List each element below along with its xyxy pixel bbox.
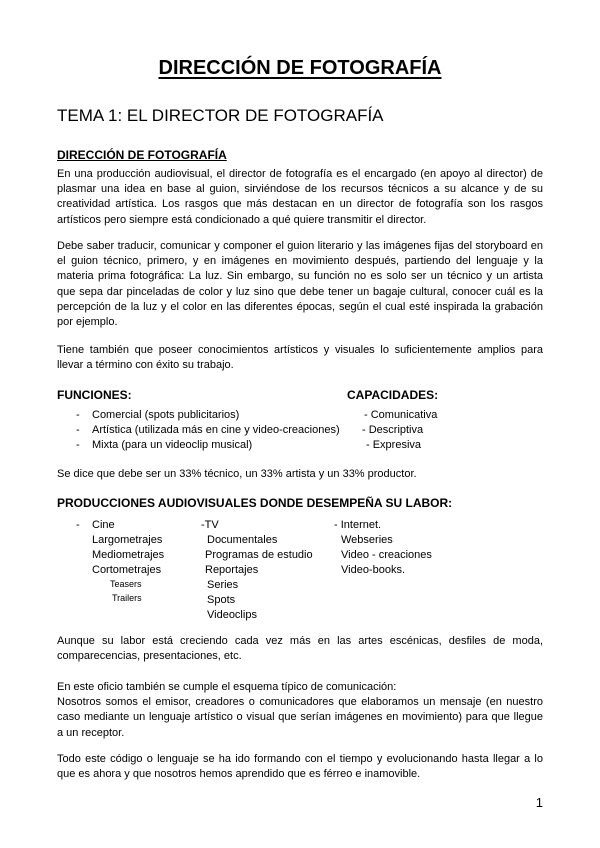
cine-item: Mediometrajes bbox=[92, 549, 165, 561]
internet-item: Video - creaciones bbox=[341, 549, 432, 561]
paragraph-knowledge bbox=[57, 343, 543, 373]
paragraph-line: plasmar una idea en base al guion, sirviéndose de los recursos técnicos a su alcance y de su bbox=[57, 183, 543, 196]
cine-item: Largometrajes bbox=[92, 534, 163, 546]
list-bullet: - bbox=[76, 424, 80, 436]
funciones-header: FUNCIONES: bbox=[57, 388, 132, 402]
paragraph-code bbox=[57, 752, 543, 782]
paragraph-line: que sepa dar pinceladas de color y luz sino que debe tener un bagaje cultural, conocer cuál es la bbox=[57, 285, 543, 298]
paragraph-line: En una producción audiovisual, el director de fotografía es el encargado (en apoyo al director) de bbox=[57, 168, 543, 180]
paragraph-line: Debe saber traducir, comunicar y componer el guion literario y las imágenes fijas del storyboard en bbox=[57, 240, 543, 252]
cine-label: Cine bbox=[92, 519, 115, 531]
cine-sub-item: Teasers bbox=[110, 579, 142, 589]
cine-item: Cortometrajes bbox=[92, 564, 162, 576]
capacidades-header: CAPACIDADES: bbox=[347, 388, 439, 402]
section-title: DIRECCIÓN DE FOTOGRAFÍA bbox=[57, 148, 227, 162]
funciones-item: Comercial (spots publicitarios) bbox=[92, 409, 240, 421]
paragraph-line: a un receptor. bbox=[57, 726, 125, 739]
paragraph-line: por ejemplo. bbox=[57, 316, 118, 329]
internet-item: Video-books. bbox=[341, 564, 406, 576]
internet-label: - Internet. bbox=[334, 519, 382, 531]
tv-item: Spots bbox=[207, 594, 236, 606]
tv-item: Series bbox=[207, 579, 239, 591]
list-bullet: - bbox=[76, 519, 80, 531]
paragraph-labor bbox=[57, 634, 543, 664]
paragraph-intro bbox=[57, 167, 543, 228]
paragraph-line: comparecencias, presentaciones, etc. bbox=[57, 650, 242, 663]
paragraph-line: artísticos pero siempre está condicionado a qué quiere transmitir el director. bbox=[57, 213, 427, 226]
capacidades-item: - Comunicativa bbox=[364, 409, 438, 421]
tecnico-line: Se dice que debe ser un 33% técnico, un 33% artista y un 33% productor. bbox=[57, 468, 417, 480]
paragraph-line: Nosotros somos el emisor, creadores o comunicadores que elaboramos un mensaje (en nuestro bbox=[57, 696, 543, 709]
paragraph-line: el guion técnico, primero, y en imágenes en movimiento después, partiendo del lenguaje y la bbox=[57, 255, 543, 268]
paragraph-line: Tiene también que poseer conocimientos artísticos y visuales lo suficientemente amplios para bbox=[57, 344, 543, 356]
internet-item: Webseries bbox=[341, 534, 393, 546]
tv-label: -TV bbox=[201, 519, 219, 531]
tv-item: Videoclips bbox=[207, 609, 257, 621]
paragraph-line: caso mediante un lenguaje artístico o visual que serían imágenes en movimiento) para que llegue bbox=[57, 711, 543, 724]
page-number: 1 bbox=[535, 795, 543, 810]
paragraph-line: materia prima fotográfica: La luz. Sin embargo, su función no es solo ser un técnico y un artista bbox=[57, 270, 543, 283]
tv-item: Documentales bbox=[207, 534, 278, 546]
paragraph-line: Todo este código o lenguaje se ha ido formando con el tiempo y evolucionando hasta llegar a lo bbox=[57, 753, 543, 765]
capacidades-item: - Descriptiva bbox=[362, 424, 424, 436]
paragraph-communication bbox=[57, 680, 543, 741]
list-bullet: - bbox=[76, 439, 80, 451]
funciones-item: Artística (utilizada más en cine y video-creaciones) bbox=[92, 424, 340, 436]
list-bullet: - bbox=[76, 409, 80, 421]
cine-sub-item: Trailers bbox=[112, 593, 142, 603]
producciones-header: PRODUCCIONES AUDIOVISUALES DONDE DESEMPEÑA SU LABOR: bbox=[57, 496, 453, 510]
paragraph-line: que es ahora y que nosotros hemos aprendido que es férreo e inamovible. bbox=[57, 768, 421, 781]
document-title: DIRECCIÓN DE FOTOGRAFÍA bbox=[158, 57, 442, 79]
tv-item: Reportajes bbox=[205, 564, 259, 576]
paragraph-line: Aunque su labor está creciendo cada vez más en las artes escénicas, desfiles de moda, bbox=[57, 635, 543, 647]
paragraph-line: creatividad artística. Los rasgos que más destacan en un director de fotografía son los rasgos bbox=[57, 198, 543, 211]
tv-item: Programas de estudio bbox=[205, 549, 313, 561]
funciones-item: Mixta (para un videoclip musical) bbox=[92, 439, 253, 451]
tema-heading: TEMA 1: EL DIRECTOR DE FOTOGRAFÍA bbox=[57, 106, 384, 125]
paragraph-skills bbox=[57, 239, 543, 330]
paragraph-line: llevar a término con éxito su trabajo. bbox=[57, 359, 234, 372]
paragraph-line: percepción de la luz y el color en las diferentes épocas, según el cual esté inspirada la grabación bbox=[57, 300, 543, 313]
capacidades-item: - Expresiva bbox=[366, 439, 422, 451]
paragraph-line: En este oficio también se cumple el esquema típico de comunicación: bbox=[57, 681, 397, 693]
